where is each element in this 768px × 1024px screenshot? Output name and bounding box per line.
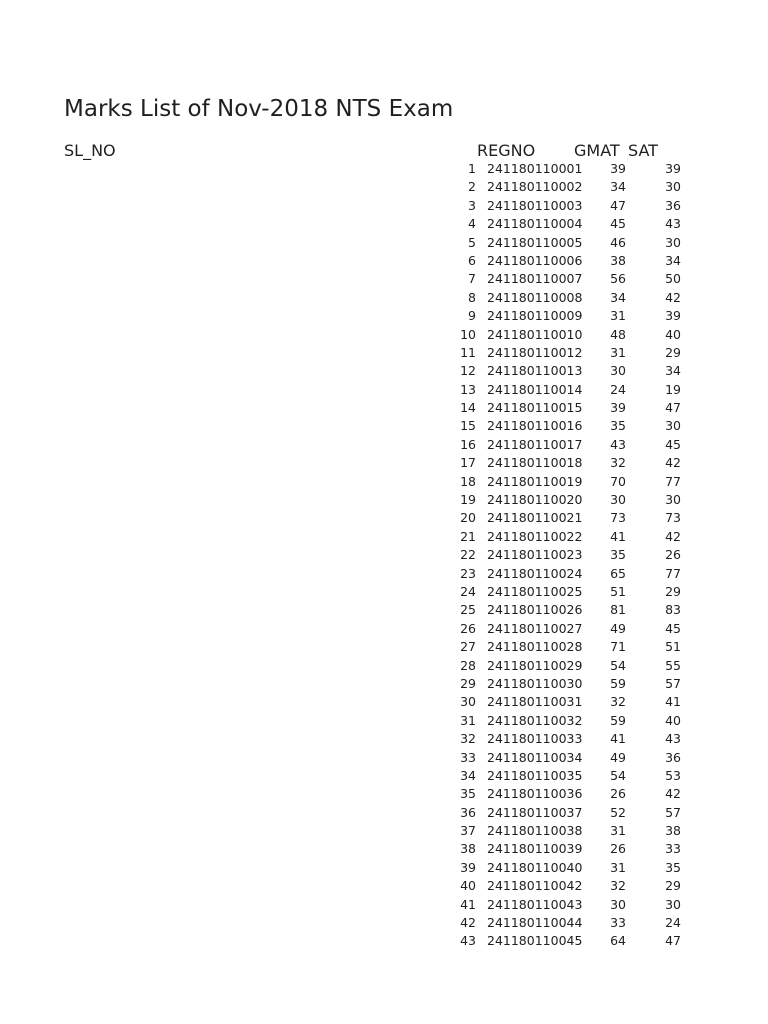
table-row xyxy=(0,675,768,693)
table-row xyxy=(0,693,768,711)
regno-cell: 241180110045 xyxy=(487,933,583,949)
gmat-cell: 33 xyxy=(610,915,626,931)
sat-cell: 41 xyxy=(665,694,681,710)
gmat-cell: 54 xyxy=(610,657,626,673)
gmat-cell: 35 xyxy=(610,547,626,563)
table-row xyxy=(0,638,768,656)
gmat-cell: 38 xyxy=(610,252,626,268)
gmat-cell: 26 xyxy=(610,786,626,802)
regno-cell: 241180110042 xyxy=(487,878,583,894)
sat-cell: 30 xyxy=(665,234,681,250)
sl-no-cell: 42 xyxy=(460,915,476,931)
regno-cell: 241180110007 xyxy=(487,271,583,287)
gmat-cell: 39 xyxy=(610,400,626,416)
sat-cell: 42 xyxy=(665,528,681,544)
sat-cell: 34 xyxy=(665,363,681,379)
regno-cell: 241180110039 xyxy=(487,841,583,857)
sl-no-cell: 29 xyxy=(460,675,476,691)
sat-cell: 19 xyxy=(665,381,681,397)
gmat-cell: 49 xyxy=(610,620,626,636)
sl-no-cell: 5 xyxy=(468,234,476,250)
regno-cell: 241180110009 xyxy=(487,308,583,324)
sl-no-cell: 6 xyxy=(468,252,476,268)
gmat-cell: 30 xyxy=(610,492,626,508)
gmat-cell: 65 xyxy=(610,565,626,581)
table-row xyxy=(0,509,768,527)
regno-cell: 241180110016 xyxy=(487,418,583,434)
table-row xyxy=(0,270,768,288)
sat-cell: 30 xyxy=(665,418,681,434)
gmat-cell: 31 xyxy=(610,823,626,839)
regno-cell: 241180110043 xyxy=(487,896,583,912)
gmat-cell: 41 xyxy=(610,528,626,544)
table-row xyxy=(0,932,768,950)
sat-cell: 83 xyxy=(665,602,681,618)
table-row xyxy=(0,620,768,638)
column-header-regno: REGNO xyxy=(477,141,536,160)
sl-no-cell: 31 xyxy=(460,712,476,728)
regno-cell: 241180110033 xyxy=(487,731,583,747)
sl-no-cell: 13 xyxy=(460,381,476,397)
table-row xyxy=(0,546,768,564)
column-header-gmat: GMAT xyxy=(574,141,620,160)
column-header-sat: SAT xyxy=(628,141,658,160)
table-row xyxy=(0,840,768,858)
sat-cell: 77 xyxy=(665,473,681,489)
gmat-cell: 81 xyxy=(610,602,626,618)
sat-cell: 45 xyxy=(665,620,681,636)
sat-cell: 50 xyxy=(665,271,681,287)
sat-cell: 39 xyxy=(665,161,681,176)
gmat-cell: 48 xyxy=(610,326,626,342)
regno-cell: 241180110037 xyxy=(487,804,583,820)
table-row xyxy=(0,749,768,767)
regno-cell: 241180110023 xyxy=(487,547,583,563)
sl-no-cell: 15 xyxy=(460,418,476,434)
regno-cell: 241180110032 xyxy=(487,712,583,728)
gmat-cell: 31 xyxy=(610,344,626,360)
sat-cell: 26 xyxy=(665,547,681,563)
sl-no-cell: 41 xyxy=(460,896,476,912)
gmat-cell: 59 xyxy=(610,712,626,728)
gmat-cell: 30 xyxy=(610,896,626,912)
table-row xyxy=(0,712,768,730)
sat-cell: 30 xyxy=(665,896,681,912)
gmat-cell: 35 xyxy=(610,418,626,434)
table-row xyxy=(0,473,768,491)
gmat-cell: 39 xyxy=(610,161,626,176)
sl-no-cell: 4 xyxy=(468,216,476,232)
sl-no-cell: 37 xyxy=(460,823,476,839)
regno-cell: 241180110005 xyxy=(487,234,583,250)
sl-no-cell: 7 xyxy=(468,271,476,287)
regno-cell: 241180110008 xyxy=(487,289,583,305)
table-row xyxy=(0,528,768,546)
sl-no-cell: 36 xyxy=(460,804,476,820)
gmat-cell: 52 xyxy=(610,804,626,820)
sl-no-cell: 22 xyxy=(460,547,476,563)
regno-cell: 241180110014 xyxy=(487,381,583,397)
sat-cell: 55 xyxy=(665,657,681,673)
sl-no-cell: 34 xyxy=(460,767,476,783)
sl-no-cell: 24 xyxy=(460,583,476,599)
sat-cell: 29 xyxy=(665,344,681,360)
sl-no-cell: 9 xyxy=(468,308,476,324)
sat-cell: 40 xyxy=(665,712,681,728)
sat-cell: 57 xyxy=(665,804,681,820)
table-row xyxy=(0,326,768,344)
gmat-cell: 32 xyxy=(610,878,626,894)
sat-cell: 42 xyxy=(665,786,681,802)
table-row xyxy=(0,767,768,785)
regno-cell: 241180110003 xyxy=(487,197,583,213)
sl-no-cell: 3 xyxy=(468,197,476,213)
gmat-cell: 34 xyxy=(610,179,626,195)
gmat-cell: 31 xyxy=(610,308,626,324)
gmat-cell: 73 xyxy=(610,510,626,526)
sl-no-cell: 39 xyxy=(460,859,476,875)
gmat-cell: 64 xyxy=(610,933,626,949)
gmat-cell: 24 xyxy=(610,381,626,397)
table-row xyxy=(0,859,768,877)
table-row xyxy=(0,785,768,803)
regno-cell: 241180110034 xyxy=(487,749,583,765)
gmat-cell: 47 xyxy=(610,197,626,213)
gmat-cell: 59 xyxy=(610,675,626,691)
sl-no-cell: 27 xyxy=(460,639,476,655)
sl-no-cell: 18 xyxy=(460,473,476,489)
regno-cell: 241180110002 xyxy=(487,179,583,195)
regno-cell: 241180110036 xyxy=(487,786,583,802)
table-row xyxy=(0,822,768,840)
table-row xyxy=(0,914,768,932)
sat-cell: 73 xyxy=(665,510,681,526)
gmat-cell: 51 xyxy=(610,583,626,599)
gmat-cell: 71 xyxy=(610,639,626,655)
sl-no-cell: 21 xyxy=(460,528,476,544)
sl-no-cell: 33 xyxy=(460,749,476,765)
table-row xyxy=(0,381,768,399)
sat-cell: 36 xyxy=(665,197,681,213)
sl-no-cell: 10 xyxy=(460,326,476,342)
table-row xyxy=(0,197,768,215)
regno-cell: 241180110013 xyxy=(487,363,583,379)
regno-cell: 241180110020 xyxy=(487,492,583,508)
table-row xyxy=(0,252,768,270)
sl-no-cell: 8 xyxy=(468,289,476,305)
regno-cell: 241180110025 xyxy=(487,583,583,599)
column-header-sl-no: SL_NO xyxy=(64,141,116,160)
gmat-cell: 56 xyxy=(610,271,626,287)
table-row xyxy=(0,583,768,601)
gmat-cell: 54 xyxy=(610,767,626,783)
regno-cell: 241180110019 xyxy=(487,473,583,489)
sat-cell: 29 xyxy=(665,878,681,894)
sl-no-cell: 11 xyxy=(460,344,476,360)
gmat-cell: 45 xyxy=(610,216,626,232)
sl-no-cell: 2 xyxy=(468,179,476,195)
sat-cell: 38 xyxy=(665,823,681,839)
sl-no-cell: 30 xyxy=(460,694,476,710)
sl-no-cell: 16 xyxy=(460,436,476,452)
sat-cell: 35 xyxy=(665,859,681,875)
sl-no-cell: 23 xyxy=(460,565,476,581)
sl-no-cell: 14 xyxy=(460,400,476,416)
sl-no-cell: 19 xyxy=(460,492,476,508)
gmat-cell: 32 xyxy=(610,694,626,710)
table-row xyxy=(0,289,768,307)
table-row xyxy=(0,657,768,675)
regno-cell: 241180110015 xyxy=(487,400,583,416)
sat-cell: 36 xyxy=(665,749,681,765)
gmat-cell: 31 xyxy=(610,859,626,875)
regno-cell: 241180110021 xyxy=(487,510,583,526)
table-row xyxy=(0,804,768,822)
table-row xyxy=(0,454,768,472)
regno-cell: 241180110024 xyxy=(487,565,583,581)
regno-cell: 241180110029 xyxy=(487,657,583,673)
table-row xyxy=(0,362,768,380)
gmat-cell: 43 xyxy=(610,436,626,452)
sl-no-cell: 26 xyxy=(460,620,476,636)
table-row xyxy=(0,436,768,454)
gmat-cell: 26 xyxy=(610,841,626,857)
sat-cell: 39 xyxy=(665,308,681,324)
table-row xyxy=(0,178,768,196)
sat-cell: 47 xyxy=(665,933,681,949)
sl-no-cell: 43 xyxy=(460,933,476,949)
sl-no-cell: 17 xyxy=(460,455,476,471)
sat-cell: 29 xyxy=(665,583,681,599)
sat-cell: 45 xyxy=(665,436,681,452)
regno-cell: 241180110030 xyxy=(487,675,583,691)
sl-no-cell: 32 xyxy=(460,731,476,747)
table-row xyxy=(0,601,768,619)
gmat-cell: 41 xyxy=(610,731,626,747)
table-row xyxy=(0,877,768,895)
table-row xyxy=(0,565,768,583)
sat-cell: 51 xyxy=(665,639,681,655)
table-row xyxy=(0,344,768,362)
regno-cell: 241180110006 xyxy=(487,252,583,268)
table-row xyxy=(0,234,768,252)
table-row xyxy=(0,896,768,914)
sl-no-cell: 28 xyxy=(460,657,476,673)
sat-cell: 53 xyxy=(665,767,681,783)
regno-cell: 241180110004 xyxy=(487,216,583,232)
regno-cell: 241180110017 xyxy=(487,436,583,452)
marks-table xyxy=(0,160,768,951)
table-row xyxy=(0,215,768,233)
table-row xyxy=(0,417,768,435)
sat-cell: 30 xyxy=(665,492,681,508)
regno-cell: 241180110028 xyxy=(487,639,583,655)
sat-cell: 57 xyxy=(665,675,681,691)
sat-cell: 77 xyxy=(665,565,681,581)
sl-no-cell: 12 xyxy=(460,363,476,379)
regno-cell: 241180110038 xyxy=(487,823,583,839)
sat-cell: 47 xyxy=(665,400,681,416)
regno-cell: 241180110031 xyxy=(487,694,583,710)
sat-cell: 43 xyxy=(665,731,681,747)
gmat-cell: 70 xyxy=(610,473,626,489)
regno-cell: 241180110001 xyxy=(487,161,583,176)
sat-cell: 42 xyxy=(665,289,681,305)
sat-cell: 34 xyxy=(665,252,681,268)
page-title: Marks List of Nov-2018 NTS Exam xyxy=(64,96,454,122)
sat-cell: 42 xyxy=(665,455,681,471)
gmat-cell: 49 xyxy=(610,749,626,765)
sat-cell: 24 xyxy=(665,915,681,931)
regno-cell: 241180110026 xyxy=(487,602,583,618)
regno-cell: 241180110044 xyxy=(487,915,583,931)
regno-cell: 241180110035 xyxy=(487,767,583,783)
sat-cell: 40 xyxy=(665,326,681,342)
regno-cell: 241180110022 xyxy=(487,528,583,544)
regno-cell: 241180110012 xyxy=(487,344,583,360)
table-row xyxy=(0,730,768,748)
table-row xyxy=(0,491,768,509)
regno-cell: 241180110018 xyxy=(487,455,583,471)
regno-cell: 241180110010 xyxy=(487,326,583,342)
regno-cell: 241180110040 xyxy=(487,859,583,875)
sl-no-cell: 20 xyxy=(460,510,476,526)
gmat-cell: 34 xyxy=(610,289,626,305)
table-row xyxy=(0,160,768,178)
sat-cell: 30 xyxy=(665,179,681,195)
gmat-cell: 32 xyxy=(610,455,626,471)
sat-cell: 43 xyxy=(665,216,681,232)
gmat-cell: 30 xyxy=(610,363,626,379)
table-row xyxy=(0,307,768,325)
regno-cell: 241180110027 xyxy=(487,620,583,636)
sat-cell: 33 xyxy=(665,841,681,857)
sl-no-cell: 25 xyxy=(460,602,476,618)
sl-no-cell: 40 xyxy=(460,878,476,894)
sl-no-cell: 38 xyxy=(460,841,476,857)
gmat-cell: 46 xyxy=(610,234,626,250)
sl-no-cell: 1 xyxy=(468,161,476,176)
sl-no-cell: 35 xyxy=(460,786,476,802)
table-row xyxy=(0,399,768,417)
